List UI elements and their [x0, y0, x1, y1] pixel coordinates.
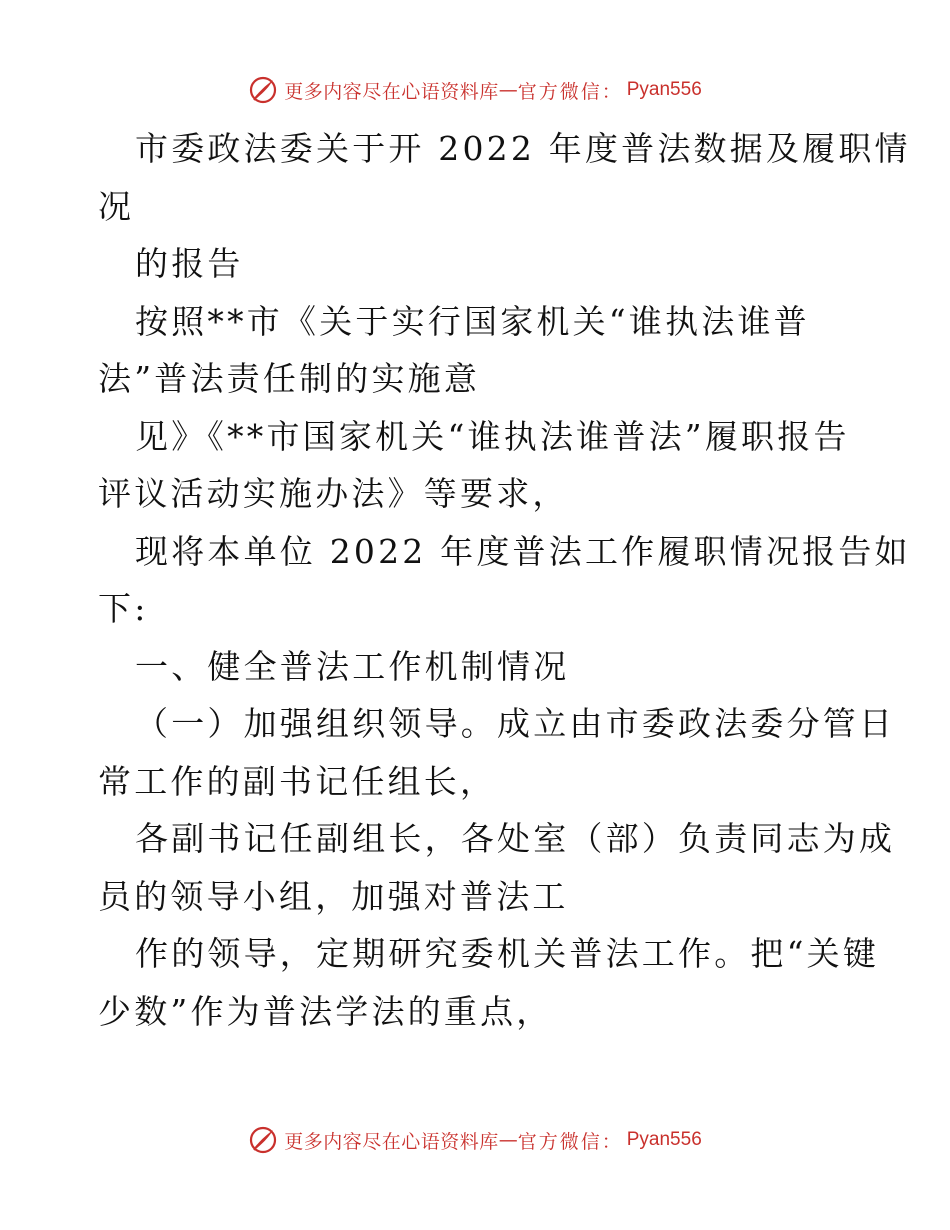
title-line-2: 况	[98, 186, 135, 226]
quill-circle-icon	[248, 75, 278, 105]
paragraph-line: （一）加强组织领导。成立由市委政法委分管日	[135, 704, 896, 743]
header-watermark	[0, 72, 950, 108]
paragraph-line: 现将本单位 2022 年度普法工作履职情况报告如	[135, 531, 911, 571]
paragraph-line: 见》《**市国家机关“谁执法谁普法”履职报告	[135, 416, 850, 456]
paragraph-line: 作的领导，定期研究委机关普法工作。把“关键	[135, 934, 880, 973]
watermark-main-text: 更多内容尽在心语资料库	[284, 80, 499, 103]
footer-watermark	[0, 1122, 950, 1158]
paragraph-line: 少数”作为普法学法的重点，	[98, 991, 553, 1031]
watermark-main-text: 更多内容尽在心语资料库	[284, 1130, 499, 1153]
watermark-wechat-label: 官方微信：	[517, 80, 623, 103]
paragraph-line: 各副书记任副组长，各处室（部）负责同志为成	[135, 819, 896, 858]
watermark-wechat-id: Pyan556	[626, 1129, 702, 1150]
paragraph-line: 按照**市《关于实行国家机关“谁执法谁普	[135, 301, 810, 341]
section-heading: 一、健全普法工作机制情况	[135, 646, 570, 686]
paragraph-line: 法”普法责任制的实施意	[98, 359, 481, 398]
watermark-wechat-label: 官方微信：	[517, 1130, 623, 1153]
paragraph-line: 下:	[98, 589, 149, 628]
watermark-dash: —	[498, 79, 518, 101]
paragraph-line: 评议活动实施办法》等要求，	[98, 474, 569, 513]
watermark-dash: —	[498, 1129, 518, 1151]
watermark-wechat-id: Pyan556	[626, 79, 702, 100]
title-line-3: 的报告	[135, 244, 244, 283]
quill-circle-icon	[248, 1125, 278, 1155]
title-line-1: 市委政法委关于开 2022 年度普法数据及履职情	[135, 129, 911, 168]
document-body	[98, 120, 911, 1040]
paragraph-line: 员的领导小组，加强对普法工	[98, 876, 569, 916]
paragraph-line: 常工作的副书记任组长，	[98, 761, 497, 801]
